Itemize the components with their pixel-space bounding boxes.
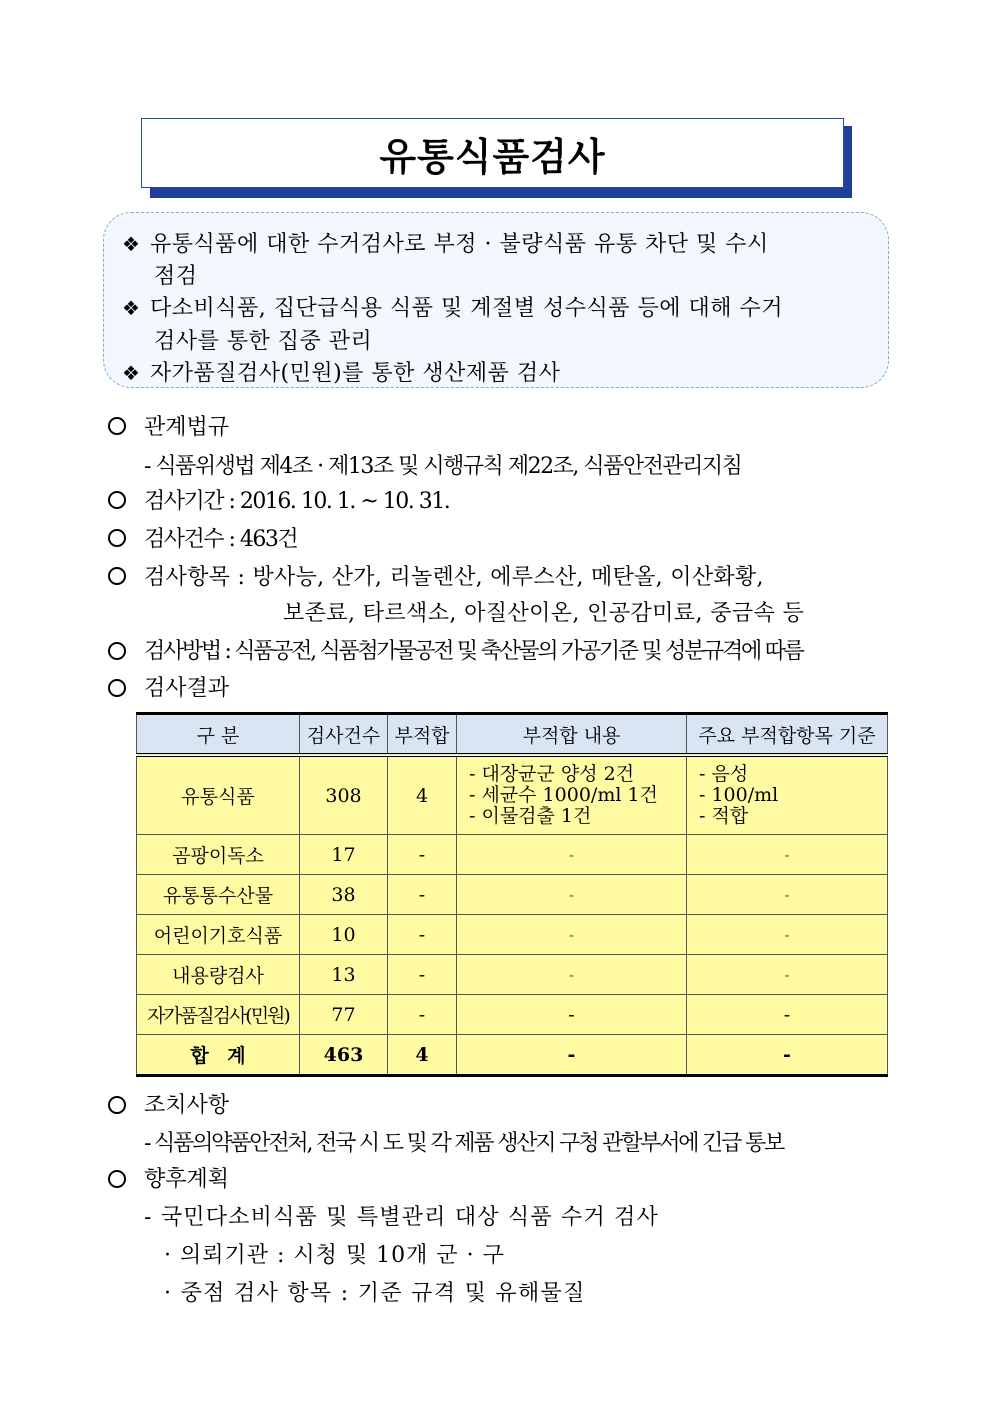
cell-detail: -: [457, 915, 687, 955]
law-detail: - 식품위생법 제4조 · 제13조 및 시행규칙 제22조, 식품안전관리지침: [144, 454, 742, 479]
title-box: [141, 118, 844, 188]
cell-detail: -: [457, 955, 687, 995]
cell-criteria: -: [687, 1035, 888, 1076]
cell-criteria: -: [687, 995, 888, 1035]
action-label: 조치사항: [144, 1093, 230, 1118]
circle-bullet-icon: [108, 679, 126, 697]
table-row: [137, 995, 888, 1035]
circle-bullet-icon: [108, 529, 126, 547]
cell-criteria: -: [687, 835, 888, 875]
cell-category: 유통식품: [137, 755, 300, 835]
cell-count: 13: [300, 955, 388, 995]
cell-fail: -: [388, 875, 457, 915]
diamond-bullet-icon: ❖: [122, 296, 141, 320]
plan-sub-1: · 의뢰기관 : 시청 및 10개 군 · 구: [164, 1243, 505, 1268]
result-label: 검사결과: [144, 676, 230, 701]
cell-count: 77: [300, 995, 388, 1035]
table-row: [137, 835, 888, 875]
header-detail: 부적합 내용: [457, 714, 687, 756]
cell-fail: -: [388, 995, 457, 1035]
method-label: 검사방법 : 식품공전, 식품첨가물공전 및 축산물의 가공기준 및 성분규격에 따름: [144, 639, 803, 664]
table-row: [137, 915, 888, 955]
plan-label: 향후계획: [144, 1167, 230, 1192]
action-detail: - 식품의약품안전처, 전국 시 도 및 각 제품 생산지 구청 관할부서에 긴급 통보: [144, 1131, 784, 1156]
diamond-bullet-icon: ❖: [122, 232, 141, 256]
table-row: [137, 755, 888, 835]
cell-fail: -: [388, 915, 457, 955]
cell-fail: 4: [388, 755, 457, 835]
cell-criteria: -: [687, 915, 888, 955]
summary-item-2: ❖ 다소비식품, 집단급식용 식품 및 계절별 성수식품 등에 대해 수거: [122, 296, 783, 321]
cell-fail: -: [388, 835, 457, 875]
cell-count: 308: [300, 755, 388, 835]
cell-count: 10: [300, 915, 388, 955]
cell-detail: -: [457, 1035, 687, 1076]
cell-criteria: - 음성 - 100/ml - 적합: [687, 755, 888, 835]
circle-bullet-icon: [108, 1096, 126, 1114]
cell-count: 463: [300, 1035, 388, 1076]
cell-category: 어린이기호식품: [137, 915, 300, 955]
plan-detail: - 국민다소비식품 및 특별관리 대상 식품 수거 검사: [144, 1205, 660, 1230]
cell-criteria: -: [687, 875, 888, 915]
plan-sub-2: · 중점 검사 항목 : 기준 규격 및 유해물질: [164, 1281, 586, 1306]
items-cont: 보존료, 타르색소, 아질산이온, 인공감미료, 중금속 등: [283, 601, 805, 626]
cell-count: 38: [300, 875, 388, 915]
header-criteria: 주요 부적합항목 기준: [687, 714, 888, 756]
table-header-row: [137, 714, 888, 756]
circle-bullet-icon: [108, 567, 126, 585]
period-label: 검사기간 : 2016. 10. 1. ~ 10. 31.: [144, 489, 450, 514]
cell-criteria: -: [687, 955, 888, 995]
cell-detail: -: [457, 875, 687, 915]
cell-category: 합 계: [137, 1035, 300, 1076]
header-category: 구 분: [137, 714, 300, 756]
summary-box: [103, 212, 889, 388]
count-label: 검사건수 : 463건: [144, 527, 298, 552]
table-row: [137, 875, 888, 915]
cell-count: 17: [300, 835, 388, 875]
page-title: 유통식품검사: [379, 134, 606, 179]
summary-item-2-cont: 검사를 통한 집중 관리: [154, 329, 373, 354]
cell-fail: -: [388, 955, 457, 995]
cell-category: 유통통수산물: [137, 875, 300, 915]
law-label: 관계법규: [144, 415, 230, 440]
cell-category: 곰팡이독소: [137, 835, 300, 875]
circle-bullet-icon: [108, 491, 126, 509]
cell-detail: -: [457, 995, 687, 1035]
circle-bullet-icon: [108, 642, 126, 660]
diamond-bullet-icon: ❖: [122, 361, 141, 385]
cell-category: 자가품질검사(민원): [137, 995, 300, 1035]
table-total-row: [137, 1035, 888, 1076]
cell-fail: 4: [388, 1035, 457, 1076]
cell-detail: - 대장균군 양성 2건 - 세균수 1000/ml 1건 - 이물검출 1건: [457, 755, 687, 835]
summary-item-3: ❖ 자가품질검사(민원)를 통한 생산제품 검사: [122, 361, 561, 386]
circle-bullet-icon: [108, 1170, 126, 1188]
header-count: 검사건수: [300, 714, 388, 756]
circle-bullet-icon: [108, 417, 126, 435]
cell-detail: -: [457, 835, 687, 875]
items-label: 검사항목 : 방사능, 산가, 리놀렌산, 에루스산, 메탄올, 이산화황,: [144, 565, 764, 590]
summary-item-1-cont: 점검: [154, 264, 198, 289]
result-table: [136, 712, 888, 1077]
summary-item-1: ❖ 유통식품에 대한 수거검사로 부정 · 불량식품 유통 차단 및 수시: [122, 232, 769, 257]
header-fail: 부적합: [388, 714, 457, 756]
cell-category: 내용량검사: [137, 955, 300, 995]
table-row: [137, 955, 888, 995]
